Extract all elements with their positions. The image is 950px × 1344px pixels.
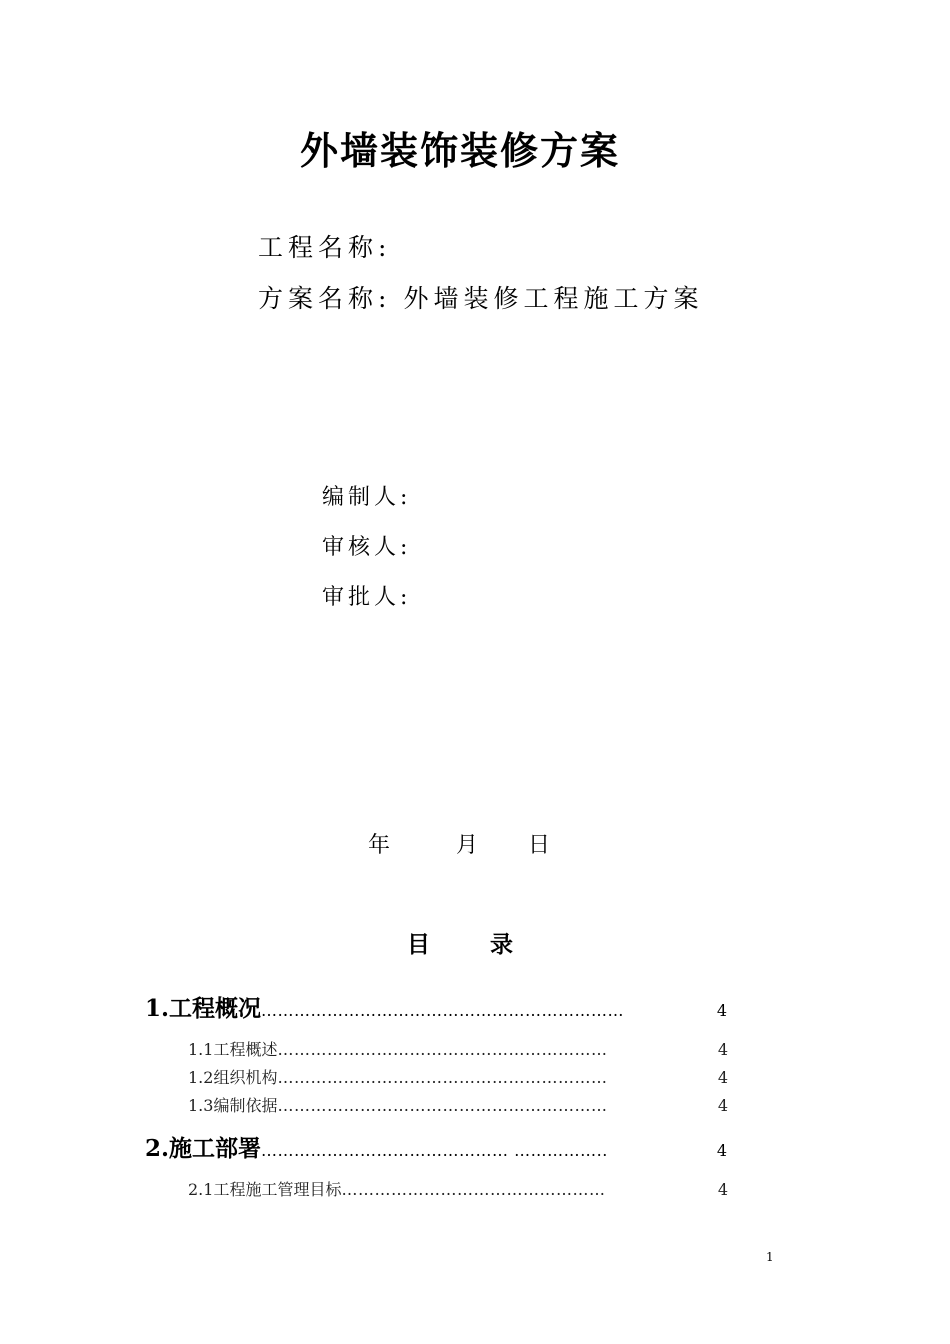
compiler-label: 编制人: xyxy=(322,485,412,510)
date-month: 月 xyxy=(456,833,479,858)
toc-entry-label: 1.2组织机构 xyxy=(188,1068,278,1087)
toc-title: 目 录 xyxy=(406,931,539,958)
toc-leader-dots: …………………………………………………… xyxy=(277,1040,608,1059)
approver-label: 审批人: xyxy=(322,585,412,610)
toc-page-number: 4 xyxy=(716,1141,727,1160)
date-year: 年 xyxy=(368,833,391,858)
toc-entry-label: 1.工程概况 xyxy=(145,995,262,1022)
scheme-name-row xyxy=(258,283,703,315)
toc-entry-label: 1.3编制依据 xyxy=(188,1096,278,1115)
footer-page-number: 1 xyxy=(766,1250,774,1264)
project-name-label: 工程名称: xyxy=(258,233,392,262)
toc-leader-dots: ………………………………………… xyxy=(341,1180,606,1199)
toc-entry-1[interactable] xyxy=(145,994,727,1026)
toc-page-number: 4 xyxy=(717,1040,728,1059)
toc-entry-1-2[interactable] xyxy=(188,1067,728,1089)
approver-row xyxy=(322,584,411,612)
toc-page-number: 4 xyxy=(717,1180,728,1199)
compiler-row xyxy=(322,484,411,512)
reviewer-label: 审核人: xyxy=(322,535,412,560)
page-title: 外墙装饰装修方案 xyxy=(299,128,620,173)
date-day: 日 xyxy=(528,833,551,858)
scheme-name-label: 方案名称: xyxy=(258,284,392,313)
project-name-row xyxy=(258,232,391,264)
toc-leader-dots: ………………………………………………………… xyxy=(261,1001,625,1020)
toc-entry-label: 2.施工部署 xyxy=(145,1135,262,1162)
reviewer-row xyxy=(322,534,411,562)
toc-page-number: 4 xyxy=(716,1001,727,1020)
scheme-name-value: 外墙装修工程施工方案 xyxy=(403,284,704,313)
toc-entry-2[interactable] xyxy=(145,1134,727,1166)
toc-entry-1-3[interactable] xyxy=(188,1095,728,1117)
toc-page-number: 4 xyxy=(717,1096,728,1115)
toc-entry-2-1[interactable] xyxy=(188,1179,728,1201)
toc-entry-label: 2.1工程施工管理目标 xyxy=(188,1180,342,1199)
toc-leader-dots: …………………………………………………… xyxy=(277,1096,608,1115)
toc-entry-label: 1.1工程概述 xyxy=(188,1040,278,1059)
toc-page-number: 4 xyxy=(717,1068,728,1087)
toc-leader-dots: …………………………………………………… xyxy=(277,1068,608,1087)
toc-entry-1-1[interactable] xyxy=(188,1039,728,1061)
toc-leader-dots: ……………………………………… …………….. xyxy=(261,1141,608,1160)
